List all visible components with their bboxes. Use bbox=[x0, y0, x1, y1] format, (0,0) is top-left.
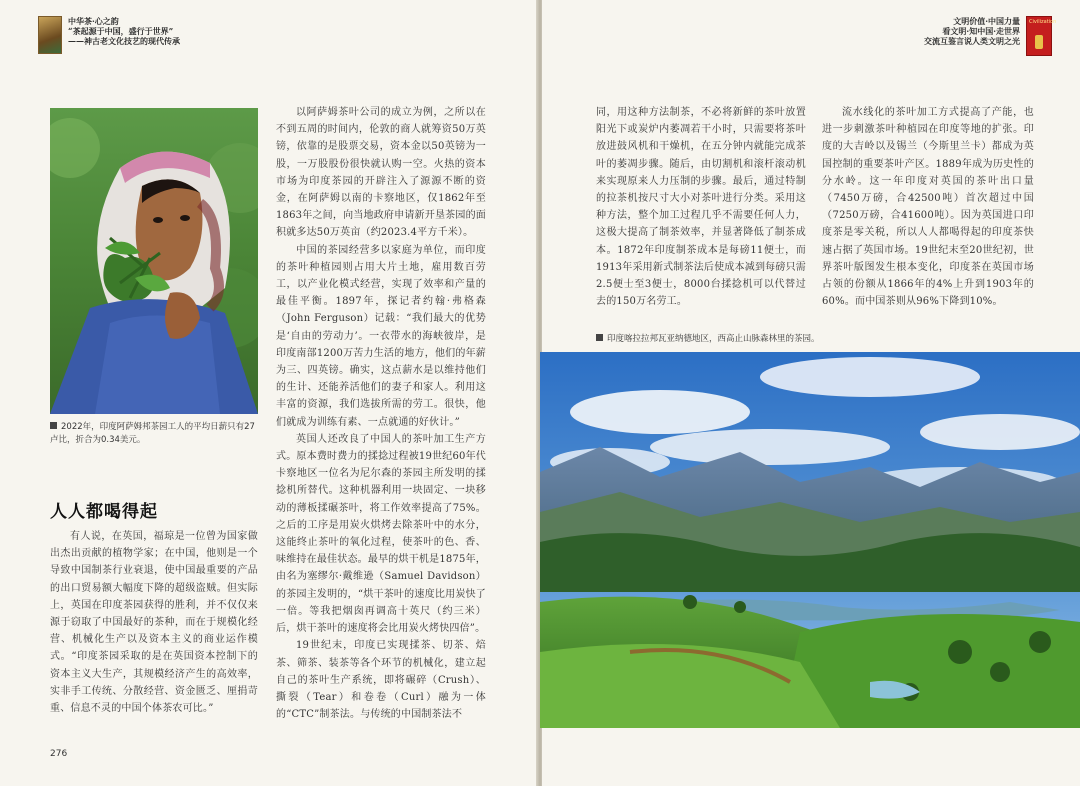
header-left-line2: “茶起源于中国，盛行于世界” bbox=[68, 26, 174, 36]
header-left-line1: 中华茶·心之韵 bbox=[68, 16, 119, 26]
paragraph: 同，用这种方法制茶，不必将新鲜的茶叶放置阳光下或炭炉内萎凋若干小时，只需要将茶叶放进鼓风机和干燥机，在五分钟内就能完成茶叶的萎凋步骤。随后，由切割机和滚杆滚动机来实现原来人力压制的步骤。最后，通过特制的拉茶机按尺寸大小对茶叶进行分类。采用这种方法，整个加工过程几乎不需要任何人力，这极大提高了制茶效率，并显著降低了制茶成本。1872年印度制茶成本是每磅11便士，而1913年采用新式制茶法后使成本减到每磅只需2.5便士至3便士，8000台揉捻机可以代替过去的150万名劳工。 bbox=[596, 107, 806, 308]
series-logo-icon bbox=[38, 16, 62, 54]
header-right-text bbox=[924, 16, 1020, 46]
paragraph: 以阿萨姆茶叶公司的成立为例，之所以在不到五周的时间内，伦敦的商人就筹资50万英镑，依靠的是股票交易，资本金以50英镑为一股，一万股股份很快就认购一空。火热的资本市场为印度茶园的开辟注入了源源不断的资金，在阿萨姆以南的卡察地区，仅1862年至1863年之间，向当地政府申请新开垦茶园的面积就多达50万英亩（约2023.4平方千米）。 bbox=[276, 107, 486, 239]
header-right-line3: 交流互鉴言说人类文明之光 bbox=[924, 36, 1020, 46]
caption-marker-icon bbox=[50, 422, 57, 429]
header-right bbox=[924, 16, 1057, 56]
tea-garden-illustration bbox=[540, 352, 1080, 728]
paragraph: 19世纪末，印度已实现揉茶、切茶、焙茶、筛茶、装茶等各个环节的机械化，建立起自己的茶叶生产系统，即将碾碎（Crush）、撕裂（Tear）和卷卷（Curl）融为一体的“CTC”制茶法。与传统的中国制茶法不 bbox=[276, 640, 486, 721]
caption-text: 印度喀拉拉邦瓦亚纳德地区，西高止山脉森林里的茶园。 bbox=[607, 334, 820, 344]
civilization-logo-icon bbox=[1026, 16, 1057, 56]
header-left-line3: ——神古老文化技艺的现代传承 bbox=[68, 36, 180, 46]
paragraph: 流水线化的茶叶加工方式提高了产能，也进一步刺激茶叶种植园在印度等地的扩张。印度的大吉岭以及锡兰（今斯里兰卡）都成为英国控制的重要茶叶产区。1889年成为历史性的分水岭。这一年印度对英国的茶叶出口量（7450万磅，合42500吨）首次超过中国（7250万磅，合41600吨）。因为英国进口印度茶是零关税，所以人人都喝得起的印度茶快速占据了英国市场。19世纪末至20世纪初，世界茶叶版图发生根本变化，印度茶在英国市场占领的份额从1866年的4%上升到1903年的60%。而中国茶则从96%下降到10%。 bbox=[822, 107, 1034, 308]
header-right-line2: 看文明·知中国·走世界 bbox=[942, 26, 1020, 36]
text-column-d bbox=[822, 104, 1034, 336]
page-number: 276 bbox=[50, 749, 68, 759]
left-page bbox=[0, 0, 538, 786]
header-left bbox=[38, 16, 180, 54]
photo-tea-worker-caption bbox=[50, 421, 260, 447]
text-column-a bbox=[50, 528, 258, 728]
photo-tea-garden-landscape bbox=[540, 352, 1080, 728]
photo-tea-worker bbox=[50, 108, 258, 414]
header-left-text bbox=[68, 16, 180, 46]
paragraph: 有人说，在英国，福琼是一位曾为国家做出杰出贡献的植物学家；在中国，他则是一个导致中国制茶行业衰退，使中国最重要的产品的出口贸易额大幅度下降的超级盗贼。但实际上，英国在印度茶园获得的胜利，并不仅仅来源于窃取了中国最好的茶种，而在于规模化经营、机械化生产以及资本主义的商业运作模式。“印度茶园采取的是在英国资本控制下的资本主义大生产，其规模经济产生的高效率，实非手工传统、分散经营、资金匮乏、厘捐苛重、信息不灵的中国个体茶农可比。” bbox=[50, 531, 258, 715]
logo-text: Civilization bbox=[1029, 19, 1057, 25]
caption-marker-icon bbox=[596, 334, 603, 341]
section-title: 人人都喝得起 bbox=[50, 502, 158, 522]
caption-text: 2022年，印度阿萨姆邦茶园工人的平均日薪只有27卢比，折合为0.34美元。 bbox=[50, 422, 255, 445]
text-column-b bbox=[276, 104, 486, 732]
paragraph: 中国的茶园经营多以家庭为单位，而印度的茶叶种植园则占用大片土地，雇用数百劳工，以产业化模式经营，实现了效率和产量的最佳平衡。1897年，探记者约翰·弗格森（John Ferguson）记载：“我们最大的优势是‘自由的劳动力’。一衣带水的海峡彼岸，是印度南部1200万苦力生活的地方，他们的年薪为三、四英镑。确实，这点薪水是以维持他们的生计、还能养活他们的妻子和家人。利用这丰富的资源，我们选拔所需的劳工。很快，他们就成为训练有素、一点就通的好伙计。” bbox=[276, 244, 486, 428]
paragraph: 英国人还改良了中国人的茶叶加工生产方式。原本费时费力的揉捻过程被19世纪60年代卡察地区一位名为尼尔森的茶园主所发明的揉捻机所替代。这种机器利用一块固定、一块移动的薄板揉碾茶叶，将工作效率提高了75%。之后的工序是用炭火烘烤去除茶叶中的水分，这能终止茶叶的氧化过程，使茶叶的色、香、味维持在最佳状态。最早的烘干机是1875年，由名为塞缪尔·戴维逊（Samuel Davidson）的茶园主发明的，“烘干茶叶的速度比用炭快了一倍。等我把烟囱再调高十英尺（约三米）后，烘干茶叶的速度将会比用炭火烤快四倍”。 bbox=[276, 433, 486, 635]
header-right-line1: 文明价值·中国力量 bbox=[953, 16, 1020, 26]
tea-worker-illustration bbox=[50, 108, 258, 414]
photo-landscape-caption bbox=[596, 333, 1036, 346]
text-column-c bbox=[596, 104, 806, 336]
